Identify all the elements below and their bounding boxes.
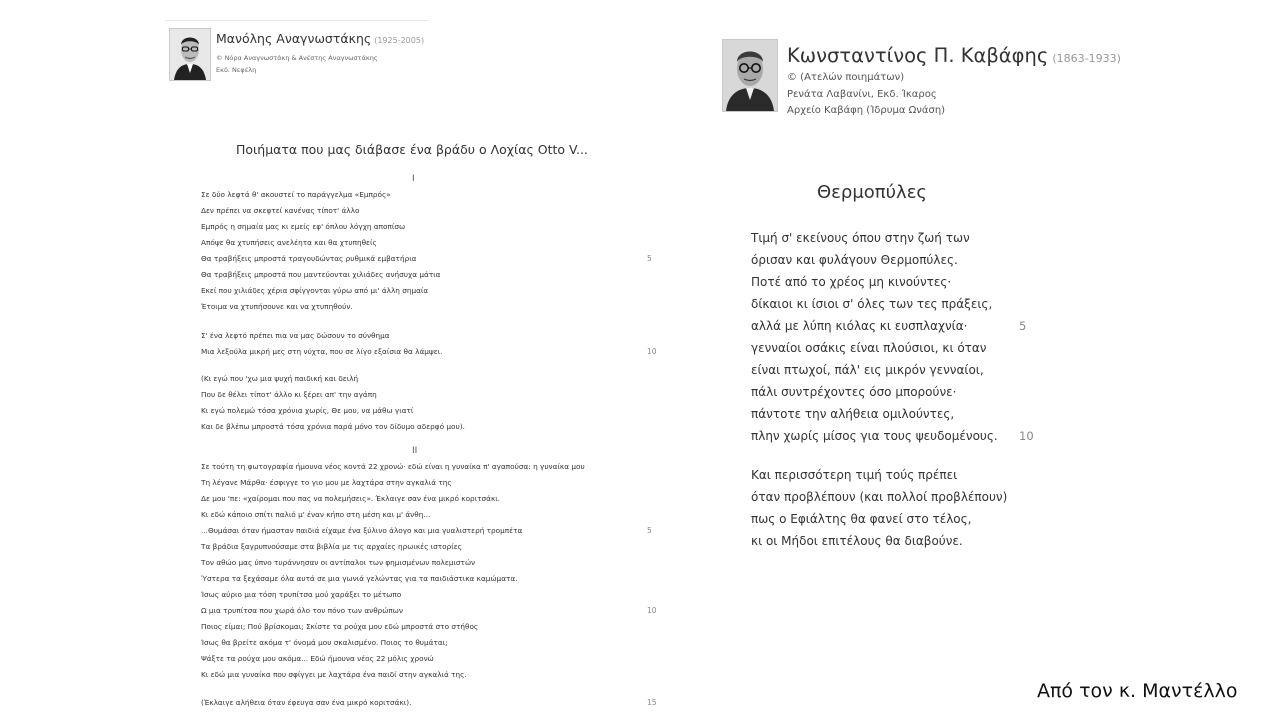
poem-line: Ποτέ από το χρέος μη κινούντες· <box>751 275 952 289</box>
poem-line: Ποιος είμαι; Πού βρίσκομαι; Σκίστε τα ρούχα μου εδώ μπροστά στο στήθος <box>201 622 479 631</box>
poem-line: Σε τούτη τη φωτογραφία ήμουνα νέος κοντά 22 χρονώ· εδώ είναι η γυναίκα π' αγαπούσα: η γυναίκα μου <box>201 462 585 471</box>
poem-line: (Έκλαιγε αλήθεια όταν έφευγα σαν ένα μικρό κοριτσάκι). <box>201 698 412 707</box>
portrait-image <box>170 29 210 80</box>
section-heading-2: II <box>412 446 418 456</box>
section-heading-1: I <box>412 174 415 184</box>
anagnostakis-portrait <box>169 28 211 81</box>
line-number: 15 <box>647 698 657 707</box>
left-copyright-line: © Νόρα Αναγνωστάκη & Ανέστης Αναγνωστάκης <box>216 54 378 62</box>
left-author-name <box>216 31 424 46</box>
poem-line: Ίσως θα βρείτε ακόμα τ' όνομά μου σκαλισμένο. Ποιος το θυμάται; <box>201 638 448 647</box>
line-number: 5 <box>647 254 652 263</box>
poem-line: Τα βράδια ξαγρυπνούσαμε στα βιβλία με τις αρχαίες ηρωικές ιστορίες <box>201 542 462 551</box>
line-number: 10 <box>647 347 657 356</box>
poem-line: Σ' ένα λεφτό πρέπει πια να μας δώσουν το σύνθημα <box>201 331 390 340</box>
poem-line: δίκαιοι κι ίσιοι σ' όλες των τες πράξεις, <box>751 297 993 311</box>
poem-line: κι οι Μήδοι επιτέλους θα διαβούνε. <box>751 534 963 548</box>
line-number: 10 <box>647 606 657 615</box>
poem-line: πάντοτε την αλήθεια ομιλούντες, <box>751 407 955 421</box>
poem-line: γενναίοι οσάκις είναι πλούσιοι, κι όταν <box>751 341 987 355</box>
poem-line: Θα τραβήξεις μπροστά που μαντεύονται χιλιάδες ανήσυχα μάτια <box>201 270 441 279</box>
right-copyright-line: © (Ατελών ποιημάτων) <box>787 72 905 83</box>
poem-line: Δε μου 'πε: «χαίρομαι που πας να πολεμήσεις». Έκλαιγε σαν ένα μικρό κοριτσάκι. <box>201 494 501 503</box>
poem-line: Ψάξτε τα ρούχα μου ακόμα... Εδώ ήμουνα νέος 22 μόλις χρονώ <box>201 654 434 663</box>
line-number: 5 <box>647 526 652 535</box>
right-poem-title: Θερμοπύλες <box>817 182 927 203</box>
right-author-name <box>787 44 1121 67</box>
poem-line: Εμπρός η σημαία μας κι εμείς εφ' όπλου λόγχη αποπίσω <box>201 222 406 231</box>
left-copyright-line: Εκδ. Νεφέλη <box>216 66 257 74</box>
cavafy-portrait <box>722 39 778 112</box>
line-number: 5 <box>1019 319 1027 333</box>
poem-line: όταν προβλέπουν (και πολλοί προβλέπουν) <box>751 490 1008 504</box>
poem-line: Και δε βλέπω μπροστά τόσα χρόνια παρά μόνο τον δίδυμο αδερφό μου). <box>201 422 465 431</box>
poem-line: είναι πτωχοί, πάλ' εις μικρόν γενναίοι, <box>751 363 984 377</box>
left-author-name-text: Μανόλης Αναγνωστάκης <box>216 31 372 46</box>
line-number: 10 <box>1019 429 1034 443</box>
poem-line: Κι εδώ κάποιο σπίτι παλιό μ' έναν κήπο στη μέση και μ' άνθη... <box>201 510 431 519</box>
left-author-dates: (1925-2005) <box>374 36 425 45</box>
poem-line: Κι εγώ πολεμώ τόσα χρόνια χωρίς, Θε μου, να μάθω γιατί <box>201 406 414 415</box>
poem-line: πλην χωρίς μίσος για τους ψευδομένους. <box>751 429 998 443</box>
poem-line: αλλά με λύπη κιόλας κι ευσπλαχνία· <box>751 319 968 333</box>
poem-line: Εκεί που χιλιάδες χέρια σφίγγονται γύρω από μι' άλλη σημαία <box>201 286 429 295</box>
right-copyright-line: Αρχείο Καβάφη (Ίδρυμα Ωνάση) <box>787 105 946 116</box>
right-author-name-text: Κωνσταντίνος Π. Καβάφης <box>787 44 1049 67</box>
poem-line: Σε δύο λεφτά θ' ακουστεί το παράγγελμα «Εμπρός» <box>201 190 391 199</box>
right-copyright-line: Ρενάτα Λαβανίνι, Εκδ. Ίκαρος <box>787 88 937 100</box>
poem-line: Κι εδώ μια γυναίκα που σφίγγει με λαχτάρα ένα παιδί στην αγκαλιά της. <box>201 670 467 679</box>
poem-line: Τον αθώο μας ύπνο τυράννησαν οι αντίπαλοι των φημισμένων πολεμιστών <box>201 558 476 567</box>
credit-caption: Από τον κ. Μαντέλλο <box>1037 680 1238 702</box>
right-copyright <box>787 70 945 120</box>
right-author-dates: (1863-1933) <box>1052 52 1121 65</box>
poem-line: ...Θυμάσαι όταν ήμασταν παιδιά είχαμε ένα ξύλινο άλογο και μια γυαλιστερή τρομπέτα <box>201 526 523 535</box>
poem-line: πως ο Εφιάλτης θα φανεί στο τέλος, <box>751 512 972 526</box>
poem-line: πάλι συντρέχοντες όσο μπορούνε· <box>751 385 957 399</box>
poem-line: (Κι εγώ που 'χω μια ψυχή παιδική και δειλή <box>201 374 359 383</box>
portrait-image <box>723 40 777 111</box>
poem-line: όρισαν και φυλάγουν Θερμοπύλες. <box>751 253 958 267</box>
poem-line: Θα τραβήξεις μπροστά τραγουδώντας ρυθμικά εμβατήρια <box>201 254 417 263</box>
poem-line: Απόψε θα χτυπήσεις ανελέητα και θα χτυπηθείς <box>201 238 377 247</box>
poem-line: Έτοιμα να χτυπήσουνε και να χτυπηθούν. <box>201 302 353 311</box>
left-copyright <box>216 52 378 76</box>
poem-line: Που δε θέλει τίποτ' άλλο κι ξέρει απ' την αγάπη <box>201 390 377 399</box>
poem-line: Τη λέγανε Μάρθα· έσφιγγε το γιο μου με λαχτάρα στην αγκαλιά της <box>201 478 452 487</box>
poem-line: Ω μια τρυπίτσα που χωρά όλο τον πόνο των ανθρώπων <box>201 606 403 615</box>
left-poem-title: Ποιήματα που μας διάβασε ένα βράδυ ο Λοχίας Otto V... <box>236 142 588 157</box>
poem-line: Και περισσότερη τιμή τούς πρέπει <box>751 468 958 482</box>
poem-line: Δεν πρέπει να σκεφτεί κανένας τίποτ' άλλο <box>201 206 360 215</box>
left-author-header <box>165 20 428 83</box>
poem-line: Ύστερα τα ξεχάσαμε όλα αυτά σε μια γωνιά γελώντας για τα παιδιάστικα καμώματα. <box>201 574 518 583</box>
poem-line: Μια λεξούλα μικρή μες στη νύχτα, που σε λίγο εξαίσια θα λάμψει. <box>201 347 443 356</box>
poem-line: Ίσως αύριο μια τόση τρυπίτσα μού χαράξει το μέτωπο <box>201 590 402 599</box>
poem-line: Τιμή σ' εκείνους όπου στην ζωή των <box>751 231 970 245</box>
